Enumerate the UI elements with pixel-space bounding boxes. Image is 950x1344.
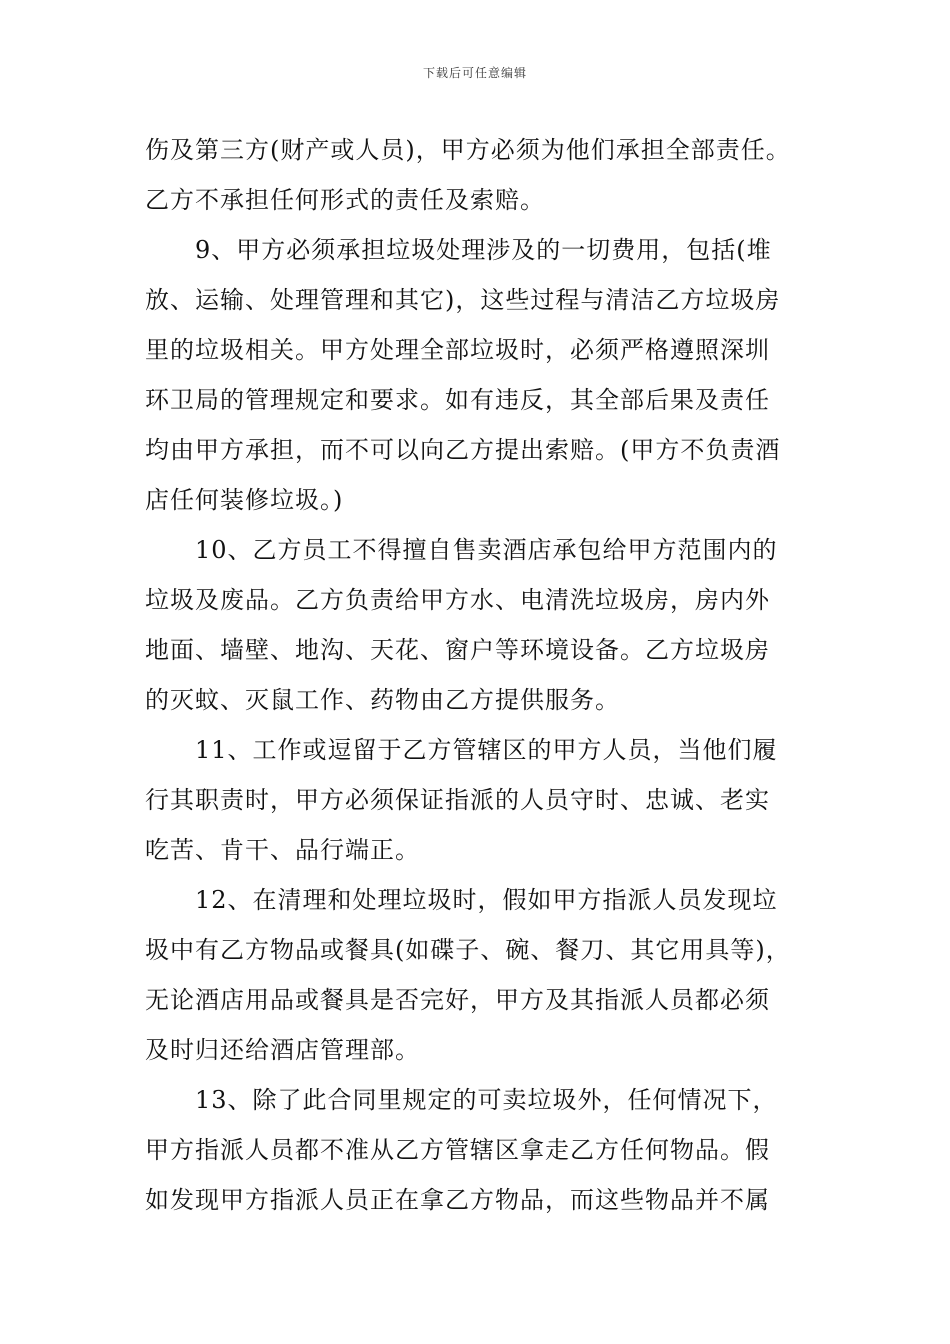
text-line: 如发现甲方指派人员正在拿乙方物品，而这些物品并不属 (145, 1186, 770, 1214)
text-line: 放、运输、处理管理和其它)，这些过程与清洁乙方垃圾房 (145, 286, 781, 314)
text-line: 及时归还给酒店管理部。 (145, 1036, 420, 1064)
clause-9-start: 9、甲方必须承担垃圾处理涉及的一切费用，包括(堆 (195, 236, 772, 264)
text-line: 伤及第三方(财产或人员)，甲方必须为他们承担全部责任。 (145, 136, 791, 164)
text-line: 行其职责时，甲方必须保证指派的人员守时、忠诚、老实 (145, 786, 770, 814)
text-line: 垃圾及废品。乙方负责给甲方水、电清洗垃圾房，房内外 (145, 586, 770, 614)
text-line: 店任何装修垃圾。) (145, 486, 344, 514)
clause-13-start: 13、除了此合同里规定的可卖垃圾外，任何情况下， (195, 1086, 778, 1114)
text-line: 的灭蚊、灭鼠工作、药物由乙方提供服务。 (145, 686, 620, 714)
text-line: 吃苦、肯干、品行端正。 (145, 836, 420, 864)
contract-body (145, 128, 835, 1228)
clause-10-start: 10、乙方员工不得擅自售卖酒店承包给甲方范围内的 (195, 536, 778, 564)
text-line: 无论酒店用品或餐具是否完好，甲方及其指派人员都必须 (145, 986, 770, 1014)
text-line: 圾中有乙方物品或餐具(如碟子、碗、餐刀、其它用具等)， (145, 936, 791, 964)
clause-12-start: 12、在清理和处理垃圾时，假如甲方指派人员发现垃 (195, 886, 778, 914)
text-line: 均由甲方承担，而不可以向乙方提出索赔。(甲方不负责酒 (145, 436, 781, 464)
clause-11-start: 11、工作或逗留于乙方管辖区的甲方人员，当他们履 (195, 736, 778, 764)
text-line: 乙方不承担任何形式的责任及索赔。 (145, 186, 545, 214)
text-line: 地面、墙壁、地沟、天花、窗户等环境设备。乙方垃圾房 (145, 636, 770, 664)
text-line: 环卫局的管理规定和要求。如有违反，其全部后果及责任 (145, 386, 770, 414)
page-header-note: 下载后可任意编辑 (422, 66, 527, 80)
text-line: 里的垃圾相关。甲方处理全部垃圾时，必须严格遵照深圳 (145, 336, 770, 364)
text-line: 甲方指派人员都不准从乙方管辖区拿走乙方任何物品。假 (145, 1136, 770, 1164)
